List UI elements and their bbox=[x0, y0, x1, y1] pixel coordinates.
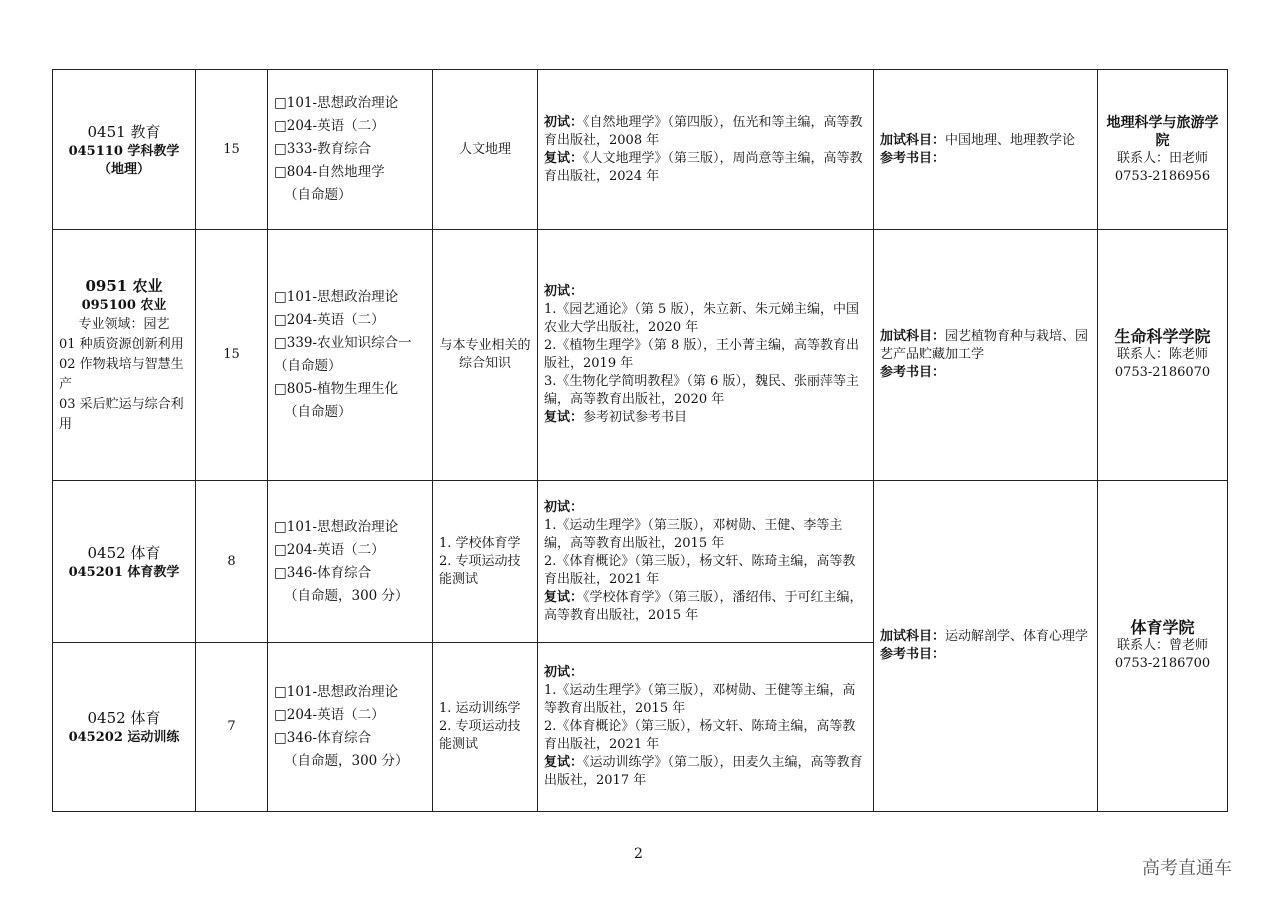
college-name: 体育学院 bbox=[1130, 618, 1195, 637]
extra-exam-cell bbox=[874, 230, 1098, 481]
major-code: 045202 运动训练 bbox=[68, 730, 180, 745]
book-line: 初试：《自然地理学》（第四版），伍光和等主编，高等教育出版社，2008 年 bbox=[544, 114, 863, 148]
exam-subject: □204-英语（二） bbox=[274, 312, 385, 328]
major-direction: （地理） bbox=[97, 161, 150, 177]
major-code: 045201 体育教学 bbox=[68, 564, 180, 580]
book-line: 1.《运动生理学》（第三版），邓树勋、王健、李等主编，高等教育出版社，2015 年 bbox=[544, 517, 843, 551]
exam-subject: □204-英语（二） bbox=[274, 118, 385, 134]
book-line: 2.《植物生理学》（第 8 版），王小菁主编，高等教育出版社，2019 年 bbox=[544, 338, 859, 371]
exam-subject: □804-自然地理学 bbox=[274, 164, 385, 180]
exam-note: （自命题） bbox=[284, 187, 352, 203]
table-row bbox=[53, 70, 1228, 230]
book-line: 复试：《运动训练学》（第二版），田麦久主编，高等教育出版社，2017 年 bbox=[544, 755, 863, 788]
table-row bbox=[53, 230, 1228, 481]
reference-books-cell bbox=[538, 70, 874, 230]
retest-subject: 人文地理 bbox=[433, 70, 538, 230]
extra-line: 参考书目： bbox=[880, 647, 946, 662]
extra-exam-cell bbox=[874, 70, 1098, 230]
contact-person: 联系人：陈老师 bbox=[1116, 347, 1208, 362]
exam-subject: □204-英语（二） bbox=[274, 541, 385, 558]
exam-subject: □101-思想政治理论 bbox=[274, 518, 399, 535]
extra-line: 加试科目：中国地理、地理教学论 bbox=[880, 132, 1076, 148]
major-cell bbox=[53, 643, 196, 812]
contact-phone: 0753-2186070 bbox=[1114, 365, 1211, 380]
book-line: 复试：参考初试参考书目 bbox=[544, 410, 688, 425]
exam-subject: □101-思想政治理论 bbox=[274, 95, 399, 111]
book-line: 初试： bbox=[544, 665, 584, 680]
book-line: 复试：《人文地理学》（第三版），周尚意等主编，高等教育出版社，2024 年 bbox=[544, 150, 863, 184]
major-code: 045110 学科教学 bbox=[68, 143, 180, 159]
major-name: 0452 体育 bbox=[87, 709, 161, 727]
enrollment-table bbox=[52, 69, 1228, 812]
major-cell bbox=[53, 230, 196, 481]
extra-line: 参考书目： bbox=[880, 150, 946, 166]
major-code: 095100 农业 bbox=[81, 298, 167, 313]
retest-subject: 与本专业相关的综合知识 bbox=[433, 230, 538, 481]
exam-subject: □333-教育综合 bbox=[274, 141, 372, 157]
reference-books-cell bbox=[538, 230, 874, 481]
retest-subject: 1. 学校体育学 bbox=[439, 535, 521, 551]
retest-subject-cell bbox=[433, 643, 538, 812]
exam-subjects-cell bbox=[268, 230, 433, 481]
extra-exam-cell bbox=[874, 481, 1098, 812]
enrollment-count: 8 bbox=[196, 481, 268, 643]
college-name: 生命科学学院 bbox=[1114, 327, 1211, 346]
contact-phone: 0753-2186700 bbox=[1114, 656, 1211, 671]
major-name: 0951 农业 bbox=[85, 277, 163, 295]
exam-subjects-cell bbox=[268, 643, 433, 812]
contact-person: 联系人：田老师 bbox=[1116, 150, 1208, 166]
contact-person: 联系人：曾老师 bbox=[1116, 638, 1208, 653]
extra-line: 加试科目：运动解剖学、体育心理学 bbox=[880, 629, 1089, 644]
extra-line: 参考书目： bbox=[880, 365, 946, 380]
book-line: 1.《运动生理学》（第三版），邓树勋、王健等主编，高等教育出版社，2015 年 bbox=[544, 683, 856, 716]
college-cell bbox=[1098, 70, 1228, 230]
exam-subject: □204-英语（二） bbox=[274, 707, 385, 723]
book-line: 1.《园艺通论》（第 5 版），朱立新、朱元娣主编，中国农业大学出版社，2020 年 bbox=[544, 302, 859, 335]
reference-books-cell bbox=[538, 643, 874, 812]
exam-subject: □346-体育综合 bbox=[274, 564, 372, 581]
extra-line: 加试科目：园艺植物育种与栽培、园艺产品贮藏加工学 bbox=[880, 329, 1089, 362]
major-direction: 01 种质资源创新利用 bbox=[59, 337, 184, 352]
exam-subject: □101-思想政治理论 bbox=[274, 289, 399, 305]
book-line: 2.《体育概论》（第三版），杨文轩、陈琦主编，高等教育出版社，2021 年 bbox=[544, 553, 856, 587]
major-cell bbox=[53, 70, 196, 230]
college-name: 地理科学与旅游学院 bbox=[1106, 114, 1219, 149]
book-line: 3.《生物化学简明教程》（第 6 版），魏民、张丽萍等主编，高等教育出版社，2020 年 bbox=[544, 374, 859, 407]
retest-subject: 2. 专项运动技能测试 bbox=[439, 719, 521, 752]
watermark: 高考直通车 bbox=[1142, 858, 1232, 879]
exam-note: （自命题） bbox=[284, 404, 352, 420]
book-line: 2.《体育概论》（第三版），杨文轩、陈琦主编，高等教育出版社，2021 年 bbox=[544, 719, 856, 752]
exam-subjects-cell bbox=[268, 481, 433, 643]
exam-note: （自命题，300 分） bbox=[284, 587, 409, 604]
exam-subjects-cell bbox=[268, 70, 433, 230]
major-direction: 03 采后贮运与综合利用 bbox=[59, 397, 184, 432]
table-row bbox=[53, 481, 1228, 643]
enrollment-count: 15 bbox=[196, 230, 268, 481]
major-field: 专业领域：园艺 bbox=[78, 317, 170, 332]
major-cell bbox=[53, 481, 196, 643]
book-line: 初试： bbox=[544, 499, 584, 515]
reference-books-cell bbox=[538, 481, 874, 643]
retest-subject: 1. 运动训练学 bbox=[439, 701, 521, 716]
enrollment-count: 7 bbox=[196, 643, 268, 812]
book-line: 初试： bbox=[544, 284, 584, 299]
major-name: 0452 体育 bbox=[87, 543, 161, 562]
exam-subject: □101-思想政治理论 bbox=[274, 684, 399, 700]
exam-subject: □346-体育综合 bbox=[274, 730, 372, 746]
retest-subject: 2. 专项运动技能测试 bbox=[439, 553, 521, 587]
contact-phone: 0753-2186956 bbox=[1114, 168, 1211, 184]
exam-note: （自命题，300 分） bbox=[284, 753, 409, 769]
book-line: 复试：《学校体育学》（第三版），潘绍伟、于可红主编，高等教育出版社，2015 年 bbox=[544, 589, 863, 623]
retest-subject-cell bbox=[433, 481, 538, 643]
page-number: 2 bbox=[634, 846, 643, 862]
major-direction: 02 作物栽培与智慧生产 bbox=[59, 357, 184, 392]
exam-subject: □339-农业知识综合一（自命题） bbox=[274, 335, 412, 374]
college-cell bbox=[1098, 481, 1228, 812]
college-cell bbox=[1098, 230, 1228, 481]
exam-subject: □805-植物生理生化 bbox=[274, 381, 399, 397]
major-name: 0451 教育 bbox=[87, 122, 161, 141]
enrollment-count: 15 bbox=[196, 70, 268, 230]
